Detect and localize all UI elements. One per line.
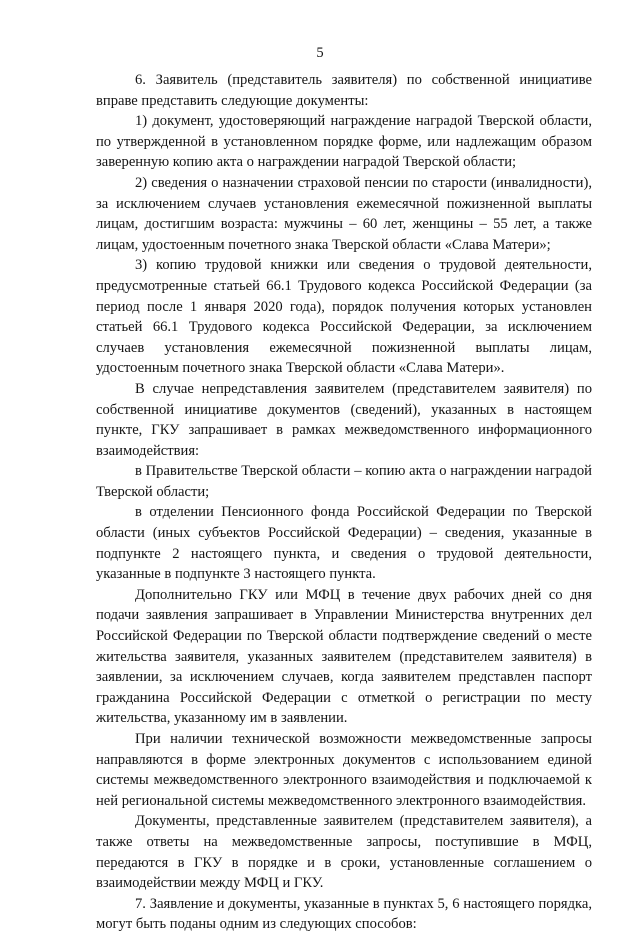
paragraph-6-intro: 6. Заявитель (представитель заявителя) по собственной инициативе вправе представить следующие документы: (96, 72, 592, 109)
paragraph-pension-fund: в отделении Пенсионного фонда Российской Федерации по Тверской области (иных субъектов Российской Федерации) – сведения, указанные в подпункте 2 настоящего пункта, и сведения о трудовой деятельности, указанные в подпункте 3 настоящего пункта. (96, 504, 592, 583)
paragraph-item-1: 1) документ, удостоверяющий награждение наградой Тверской области, по утвержденной в установленном порядке форме, или надлежащим образом заверенную копию акта о награждении наградой Тверской области; (96, 113, 592, 171)
paragraph-item-3: 3) копию трудовой книжки или сведения о трудовой деятельности, предусмотренные статьей 66.1 Трудового кодекса Российской Федерации (за период после 1 января 2020 года), порядок получения которых установлен статьей 66.1 Трудового кодекса Российской Федерации, за исключением случаев установления ежемесячной пожизненной выплаты лицам, удостоенным почетного знака Тверской области «Слава Матери». (96, 257, 592, 377)
paragraph-item-2: 2) сведения о назначении страховой пенсии по старости (инвалидности), за исключением случаев установления ежемесячной пожизненной выплаты лицам, достигшим возраста: мужчины – 60 лет, женщины – 55 лет, а также лицам, удостоенным почетного знака Тверской области «Слава Матери»; (96, 174, 592, 253)
paragraph-electronic-requests: При наличии технической возможности межведомственные запросы направляются в форме электронных документов с использованием единой системы межведомственного электронного взаимодействия и подключаемой к ней региональной системы межведомственного электронного взаимодействия. (96, 731, 592, 809)
paragraph-additional-request: Дополнительно ГКУ или МФЦ в течение двух рабочих дней со дня подачи заявления запрашивает в Управлении Министерства внутренних дел Российской Федерации по Тверской области подтверждение сведений о месте жительства заявителя, указанных заявителем (представителем заявителя) в заявлении, за исключением случаев, когда заявителем представлен паспорт гражданина Российской Федерации с отметкой о регистрации по месту жительства, указанному им в заявлении. (96, 586, 592, 727)
paragraph-government: в Правительстве Тверской области – копию акта о награждении наградой Тверской области; (96, 463, 592, 500)
paragraph-documents-transfer: Документы, представленные заявителем (представителем заявителя), а также ответы на межведомственные запросы, поступившие в МФЦ, передаются в ГКУ в порядке и в сроки, установленные соглашением о взаимодействии между МФЦ и ГКУ. (96, 813, 592, 892)
paragraph-nonsubmission: В случае непредставления заявителем (представителем заявителя) по собственной инициативе документов (сведений), указанных в настоящем пункте, ГКУ запрашивает в рамках межведомственного информационного взаимодействия: (96, 380, 592, 459)
document-body (96, 70, 592, 935)
page-number: 5 (316, 45, 324, 61)
paragraph-7-submission: 7. Заявление и документы, указанные в пунктах 5, 6 настоящего порядка, могут быть поданы одним из следующих способов: (96, 895, 592, 933)
